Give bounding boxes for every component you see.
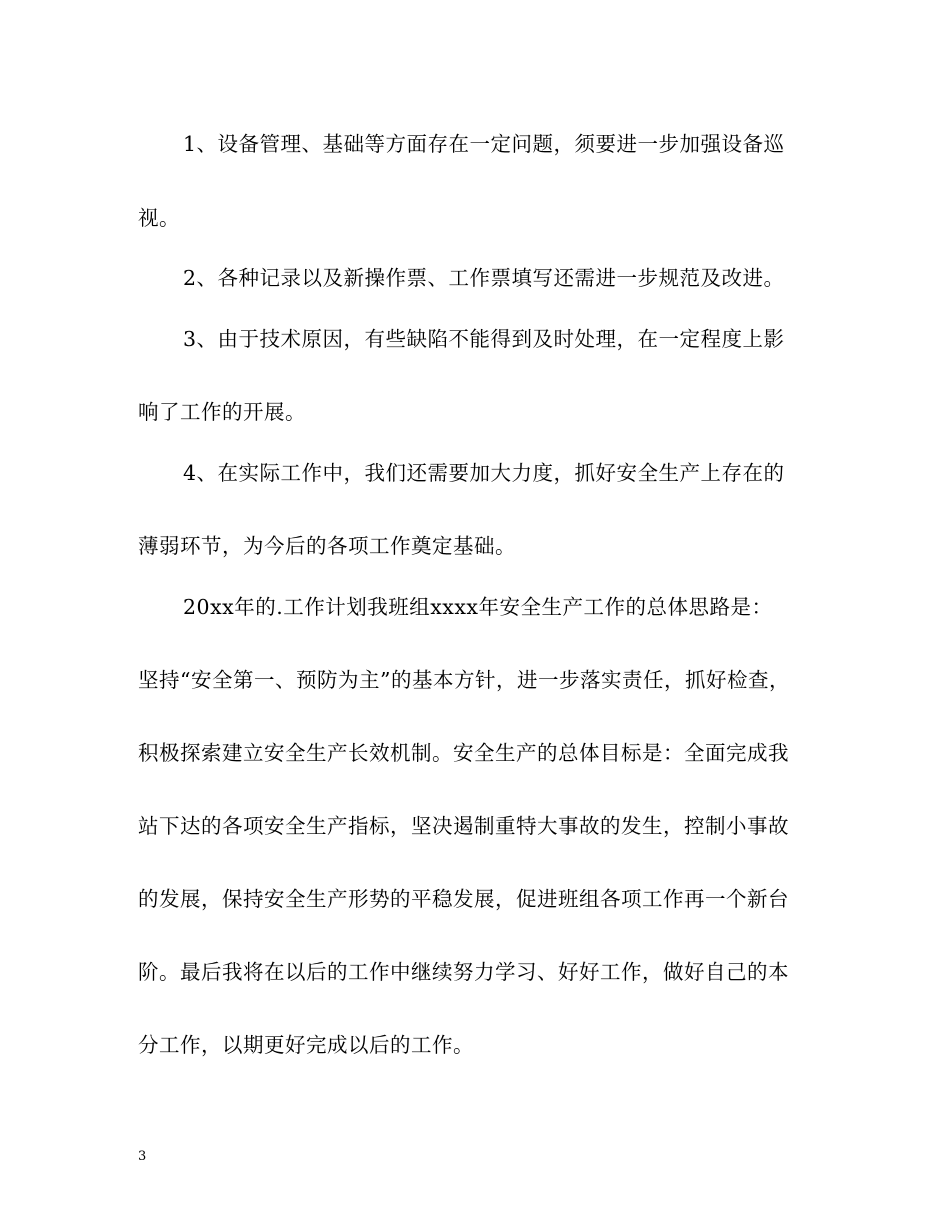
paragraph-5-line-2: 坚持“安全第一、预防为主”的基本方针，进一步落实责任，抓好检查， bbox=[138, 668, 790, 692]
paragraph-5-line-1: 20xx年的.工作计划我班组xxxx年安全生产工作的总体思路是： bbox=[183, 595, 773, 619]
paragraph-5-line-3: 积极探索建立安全生产长效机制。安全生产的总体目标是：全面完成我 bbox=[138, 741, 789, 765]
paragraph-5-line-7: 分工作，以期更好完成以后的工作。 bbox=[138, 1033, 474, 1057]
paragraph-5-line-5: 的发展，保持安全生产形势的平稳发展，促进班组各项工作再一个新台 bbox=[138, 887, 789, 911]
paragraph-5-line-6: 阶。最后我将在以后的工作中继续努力学习、好好工作，做好自己的本 bbox=[138, 960, 789, 984]
paragraph-2-line-1: 2、各种记录以及新操作票、工作票填写还需进一步规范及改进。 bbox=[183, 266, 785, 290]
paragraph-4-line-2: 薄弱环节，为今后的各项工作奠定基础。 bbox=[138, 534, 516, 558]
page-number: 3 bbox=[138, 1149, 147, 1164]
paragraph-5-line-4: 站下达的各项安全生产指标，坚决遏制重特大事故的发生，控制小事故 bbox=[138, 814, 789, 838]
paragraph-1-line-2: 视。 bbox=[138, 206, 180, 230]
paragraph-1-line-1: 1、设备管理、基础等方面存在一定问题，须要进一步加强设备巡 bbox=[183, 132, 785, 156]
paragraph-3-line-1: 3、由于技术原因，有些缺陷不能得到及时处理，在一定程度上影 bbox=[183, 327, 785, 351]
paragraph-4-line-1: 4、在实际工作中，我们还需要加大力度，抓好安全生产上存在的 bbox=[183, 461, 785, 485]
paragraph-3-line-2: 响了工作的开展。 bbox=[138, 400, 306, 424]
